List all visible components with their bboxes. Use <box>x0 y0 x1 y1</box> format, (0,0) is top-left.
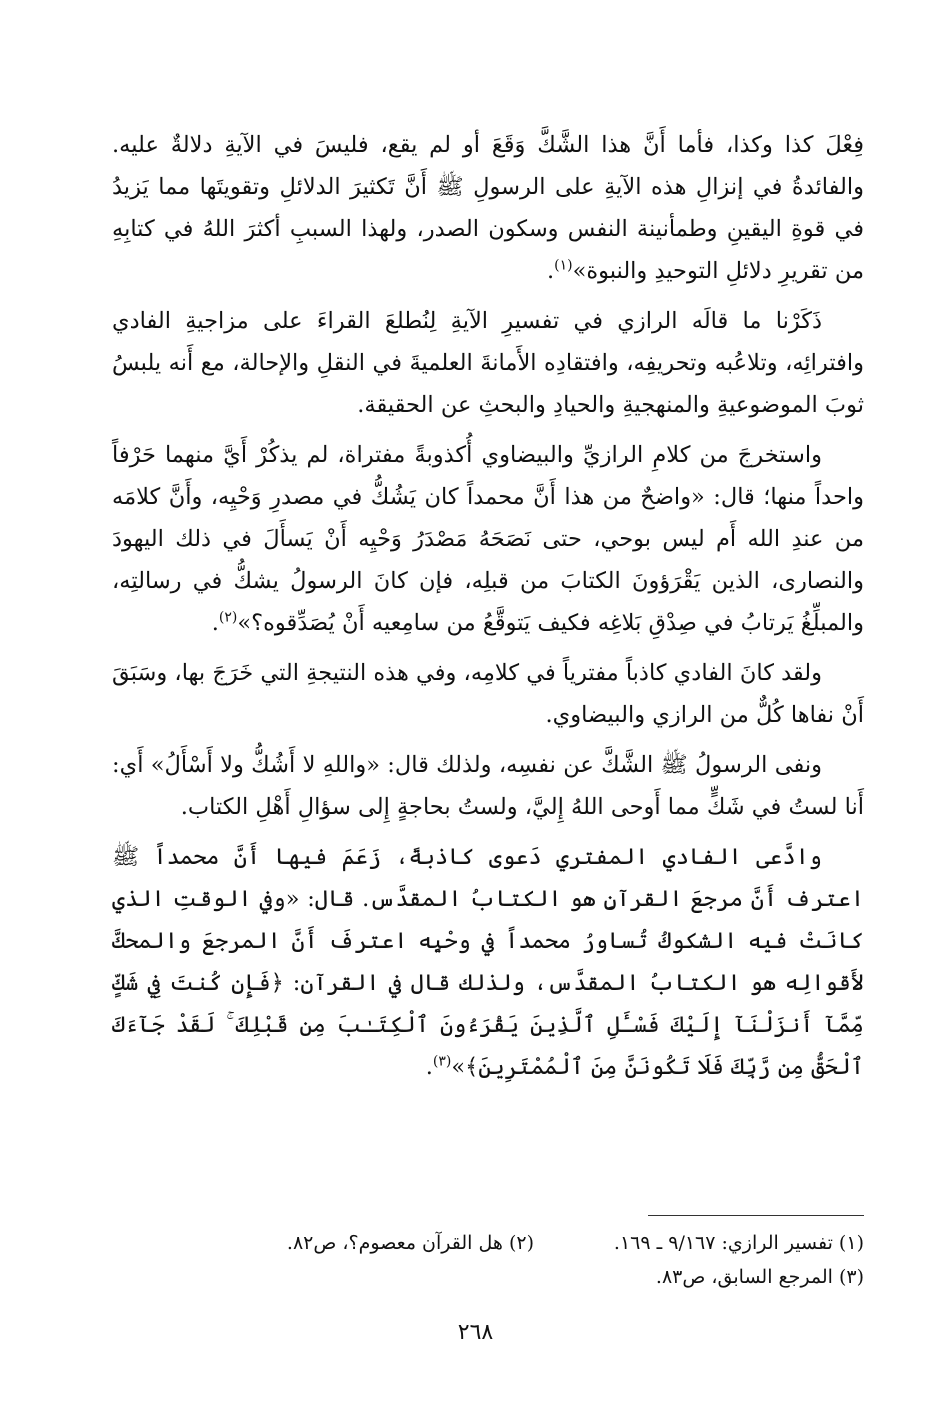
footnote-2: (٢) هل القرآن معصوم؟، ص٨٢. <box>286 1232 534 1254</box>
paragraph-4 <box>112 652 864 736</box>
paragraph-2-text: ذَكَرْنا ما قالَه الرازي في تفسيرِ الآيةِ لِنُطلعَ القراءَ على مزاجيةِ الفادي وافترائِه، وتلاعُبه وتحريفِه، وافتقادِه الأَمانةَ العلميةَ في النقلِ والإحالة، مع أَنه يلبسُ ثوبَ الموضوعيةِ والمنهجيةِ والحيادِ والبحثِ عن الحقيقة. <box>112 308 864 418</box>
footnote-ref-1: (١) <box>554 257 573 274</box>
paragraph-6-end: . <box>425 1054 433 1080</box>
footnote-row-2 <box>112 1260 864 1294</box>
paragraph-1-end: . <box>546 258 555 284</box>
paragraph-6-text: وادَّعى الفادي المفتري دَعوى كاذبةً، زَعَمَ فيها أَنَّ محمداً ﷺ اعترف أَنَّ مرجعَ القرآنِ هو الكتابُ المقدَّس. قال: «وفي الوقتِ الذي كانَتْ فيه الشكوكُ تُساورُ محمداً في وحْيِه اعترفَ أَنَّ المرجعَ والمحكَّ لأَقوالِه هو الكتابُ المقدَّس، ولذلك قال في القرآن: ﴿فَإِن كُنتَ فِي شَكٍّ مِّمَّآ أَنزَلْنَآ إِلَيْكَ فَسْـَٔلِ ٱلَّذِينَ يَقْرَءُونَ ٱلْكِتَـٰبَ مِن قَبْلِكَ ۚ لَقَدْ جَآءَكَ ٱلْحَقُّ مِن رَّبِّكَ فَلَا تَكُونَنَّ مِنَ ٱلْمُمْتَرِينَ﴾» <box>112 844 865 1080</box>
paragraph-3-text: واستخرجَ من كلامِ الرازيِّ والبيضاوي أُكذوبةً مفتراة، لم يذكُرْ أَيَّ منهما حَرْفاً واحداً منها؛ قال: «واضحٌ من هذا أَنَّ محمداً كان يَشُكُّ في مصدرِ وَحْيِه، وأَنَّ كلامَه من عندِ الله أَم ليس بوحي، حتى نَصَحَهُ مَصْدَرُ وَحْيِه أَنْ يَسأَلَ في ذلك اليهودَ والنصارى، الذين يَقْرَؤونَ الكتابَ من قبلِه، فإن كانَ الرسولُ يشكُّ في رسالتِه، والمبلِّغُ يَرتابُ في صِدْقِ بَلاغِه فكيف يَتوقَّعُ من سامِعيه أَنْ يُصَدِّقوه؟» <box>112 442 864 636</box>
footnote-ref-3: (٣) <box>432 1053 452 1070</box>
paragraph-6 <box>112 836 864 1088</box>
footnote-3: (٣) المرجع السابق، ص٨٣. <box>655 1266 864 1288</box>
footnote-divider <box>648 1215 864 1216</box>
paragraph-3 <box>112 434 864 644</box>
paragraph-2 <box>112 300 864 426</box>
page-number: ٢٦٨ <box>457 1320 494 1345</box>
paragraph-1-text: فِعْلَ كذا وكذا، فأما أَنَّ هذا الشَّكَّ وَقَعَ أو لم يقع، فليسَ في الآيةِ دلالةٌ عليه. والفائدةُ في إنزالِ هذه الآيةِ على الرسولِ ﷺ أَنَّ تَكثيرَ الدلائلِ وتقويتَها مما يَزيدُ في قوةِ اليقينِ وطمأنينة النفس وسكون الصدر، ولهذا السببِ أكثرَ اللهُ في كتابِهِ من تقريرِ دلائلِ التوحيدِ والنبوة» <box>112 132 864 284</box>
paragraph-1 <box>112 124 864 292</box>
paragraph-4-text: ولقد كانَ الفادي كاذباً مفترياً في كلامِه، وفي هذه النتيجةِ التي خَرَجَ بها، وسَبَقَ أَنْ نفاها كُلٌّ من الرازي والبيضاوي. <box>112 660 864 728</box>
paragraph-5 <box>112 744 864 828</box>
footnotes <box>112 1226 864 1294</box>
footnote-ref-2: (٢) <box>218 609 238 626</box>
paragraph-5-text: ونفى الرسولُ ﷺ الشَّكَّ عن نفسِه، ولذلك قال: «واللهِ لا أَشُكُّ ولا أَسْأَلُ» أَي: أَنا لستُ في شَكٍّ مما أَوحى اللهُ إِليَّ، ولستُ بحاجةٍ إِلى سؤالِ أَهْلِ الكتاب. <box>112 752 864 820</box>
page-body <box>112 124 864 1096</box>
footnote-row-1 <box>112 1226 864 1260</box>
paragraph-3-end: . <box>211 610 219 636</box>
footnote-1: (١) تفسير الرازي: ٩/١٦٧ ـ ١٦٩. <box>613 1232 864 1254</box>
